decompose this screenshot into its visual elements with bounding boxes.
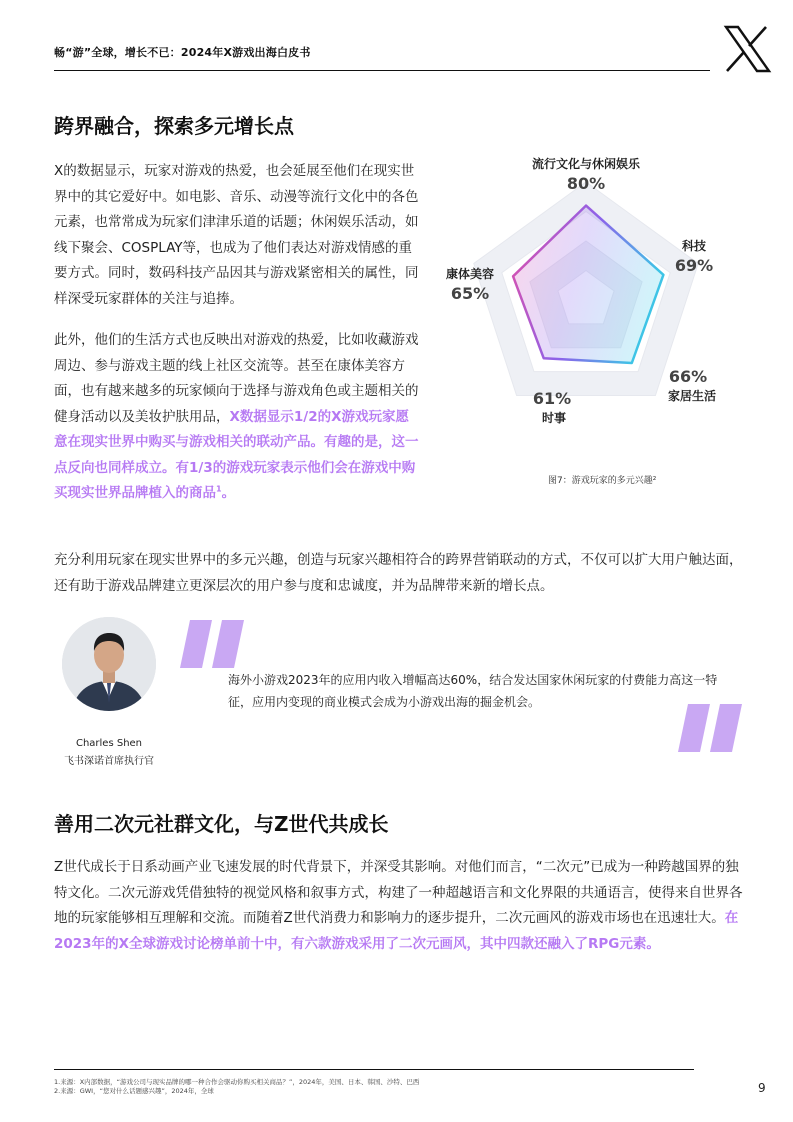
highlight-end: 。 bbox=[221, 485, 236, 501]
quote-person-role: 飞书深诺首席执行官 bbox=[64, 756, 154, 767]
header-divider bbox=[54, 70, 710, 71]
paragraph-interests: X的数据显示，玩家对游戏的热爱，也会延展至他们在现实世界中的其它爱好中。如电影、音乐、动漫等流行文化中的各色元素，也常常成为玩家们津津乐道的话题；休闲娱乐活动，如线下聚会、COSPLAY等，也成为了他们表达对游戏情感的重要方式。同时，数码科技产品因其与游戏紧密相关的属性，同样深受玩家群体的关注与追捧。 bbox=[54, 163, 419, 307]
avatar bbox=[62, 617, 156, 711]
radar-category-label: 家居生活 bbox=[667, 389, 717, 403]
radar-value-label: 69% bbox=[674, 256, 714, 275]
quote-person-name: Charles Shen bbox=[75, 738, 143, 749]
section-heading-crossover: 跨界融合，探索多元增长点 bbox=[54, 114, 294, 138]
footnote-2: 2.来源：GWI，“您对什么话题感兴趣”，2024年，全球 bbox=[54, 1087, 214, 1095]
paragraph-anime bbox=[54, 855, 744, 957]
radar-value-label: 65% bbox=[450, 284, 490, 303]
open-quote-icon bbox=[180, 620, 250, 670]
radar-value-label: 80% bbox=[566, 174, 606, 193]
highlight-anime-stat: 在2023年的X全球游戏讨论榜单前十中，有六款游戏采用了二次元画风，其中四款还融入了RPG元素。 bbox=[54, 910, 739, 952]
highlight-stat: X数据显示1/2的X游戏玩家愿意在现实世界中购买与游戏相关的联动产品。有趣的是，这一点反向也同样成立。有1/3的游戏玩家表示他们会在游戏中购买现实世界品牌植入的商品 bbox=[54, 408, 419, 501]
paragraph-anime-text: Z世代成长于日系动画产业飞速发展的时代背景下，并深受其影响。对他们而言，“二次元”已成为一种跨越国界的独特文化。二次元游戏凭借独特的视觉风格和叙事方式，构建了一种超越语言和文化界限的共通语言，使得来自世界各地的玩家能够相互理解和交流。而随着Z世代消费力和影响力的逐步提升，二次元画风的游戏市场也在迅速壮大。 bbox=[54, 859, 743, 926]
radar-category-label: 时事 bbox=[541, 411, 567, 425]
x-logo-icon bbox=[722, 24, 772, 74]
quote-text: 海外小游戏2023年的应用内收入增幅高达60%，结合发达国家休闲玩家的付费能力高这一特征，应用内变现的商业模式会成为小游戏出海的掘金机会。 bbox=[228, 673, 718, 709]
footnote-ref: 1 bbox=[216, 484, 222, 494]
section-heading-anime: 善用二次元社群文化，与Z世代共成长 bbox=[54, 812, 389, 836]
paragraph-lifestyle bbox=[54, 328, 419, 507]
footnote-1: 1.来源：X内部数据，“游戏公司与现实品牌的哪一种合作会驱动你购买相关商品？”，2024年，美国、日本、韩国、沙特、巴西 bbox=[54, 1078, 420, 1086]
close-quote-icon bbox=[678, 704, 748, 754]
page-number: 9 bbox=[758, 1081, 766, 1095]
radar-category-label: 流行文化与休闲娱乐 bbox=[531, 157, 641, 171]
radar-category-label: 科技 bbox=[681, 239, 707, 253]
paragraph-crossover-marketing: 充分利用玩家在现实世界中的多元兴趣，创造与玩家兴趣相符合的跨界营销联动的方式，不仅可以扩大用户触达面，还有助于游戏品牌建立更深层次的用户参与度和忠诚度，并为品牌带来新的增长点。 bbox=[54, 552, 743, 594]
radar-category-label: 康体美容 bbox=[445, 267, 495, 281]
radar-value-label: 66% bbox=[668, 367, 708, 386]
chart-caption: 图7：游戏玩家的多元兴趣² bbox=[548, 476, 657, 486]
paragraph-lifestyle-text: 此外，他们的生活方式也反映出对游戏的热爱，比如收藏游戏周边、参与游戏主题的线上社区交流等。甚至在康体美容方面，也有越来越多的玩家倾向于选择与游戏角色或主题相关的健身活动以及美妆护肤用品， bbox=[54, 332, 419, 425]
radar-chart bbox=[438, 150, 738, 500]
document-header-title: 畅“游”全球，增长不已：2024年X游戏出海白皮书 bbox=[54, 46, 311, 59]
radar-value-label: 61% bbox=[532, 389, 572, 408]
footer-divider bbox=[54, 1069, 694, 1070]
